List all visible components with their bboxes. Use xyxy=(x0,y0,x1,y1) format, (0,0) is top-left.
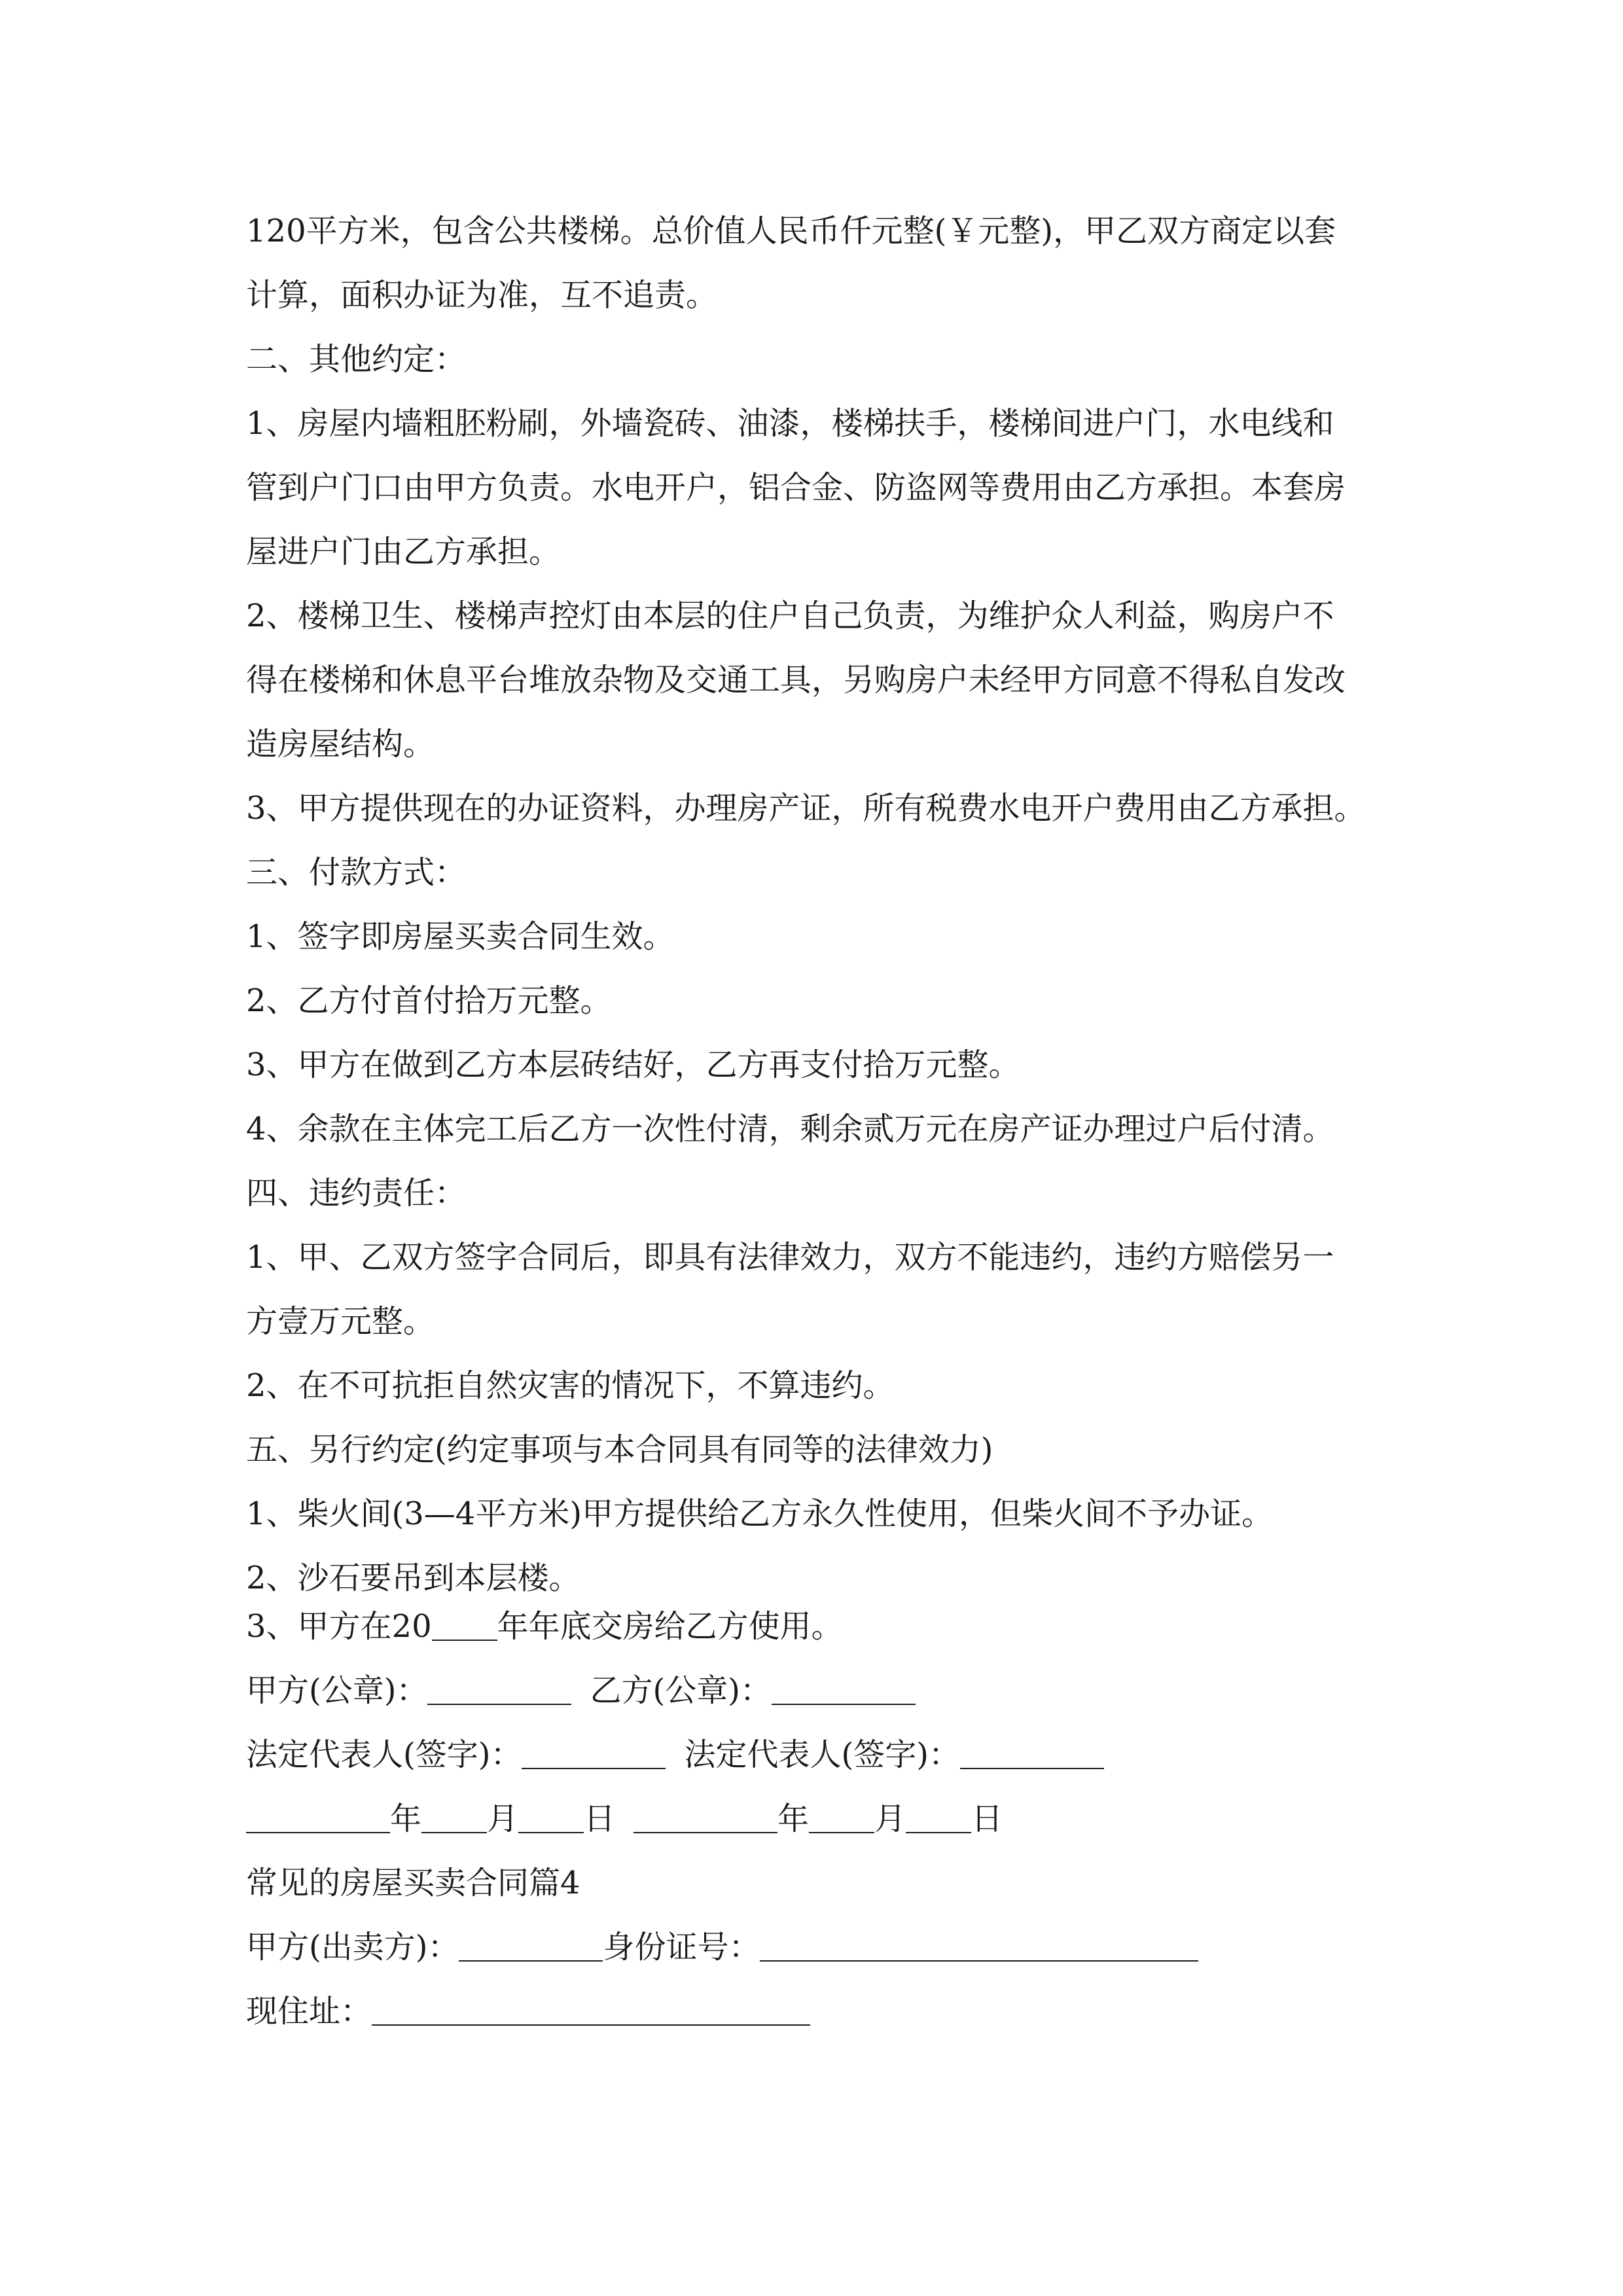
date-a-month-blank[interactable] xyxy=(421,1803,487,1833)
date-b-month-blank[interactable] xyxy=(809,1803,874,1833)
date-row xyxy=(246,1799,1003,1839)
body-line: 1、房屋内墙粗胚粉刷，外墙瓷砖、油漆，楼梯扶手，楼梯间进户门，水电线和 xyxy=(246,405,1334,442)
body-line: 二、其他约定： xyxy=(246,341,467,378)
representative-row xyxy=(246,1735,1104,1774)
date-a-year-label: 年 xyxy=(390,1801,422,1837)
date-b-day-blank[interactable] xyxy=(906,1803,971,1833)
body-line: 3、甲方在做到乙方本层砖结好，乙方再支付拾万元整。 xyxy=(246,1047,1020,1083)
body-line: 2、沙石要吊到本层楼。 xyxy=(246,1560,580,1596)
party-b-seal-blank[interactable] xyxy=(772,1675,916,1705)
rep-a-blank[interactable] xyxy=(522,1739,666,1769)
date-a-month-label: 月 xyxy=(487,1801,519,1837)
body-line: 三、付款方式： xyxy=(246,854,467,891)
handover-prefix: 3、甲方在20 xyxy=(246,1608,432,1645)
party-a-seal-label: 甲方(公章)： xyxy=(246,1672,428,1709)
body-line: 造房屋结构。 xyxy=(246,726,435,762)
date-b-year-label: 年 xyxy=(777,1801,810,1837)
body-line: 屋进户门由乙方承担。 xyxy=(246,533,561,570)
seller-name-blank[interactable] xyxy=(459,1931,603,1962)
body-line: 2、在不可抗拒自然灾害的情况下，不算违约。 xyxy=(246,1367,895,1404)
rep-b-label: 法定代表人(签字)： xyxy=(684,1736,960,1773)
date-b-month-label: 月 xyxy=(874,1801,906,1837)
year-blank[interactable] xyxy=(432,1611,497,1641)
body-line: 1、柴火间(3—4平方米)甲方提供给乙方永久性使用，但柴火间不予办证。 xyxy=(246,1496,1274,1532)
body-line: 120平方米，包含公共楼梯。总价值人民币仟元整(￥元整)，甲乙双方商定以套 xyxy=(246,213,1336,249)
body-line: 计算，面积办证为准，互不追责。 xyxy=(246,277,718,314)
date-a-day-blank[interactable] xyxy=(518,1803,584,1833)
body-line: 2、楼梯卫生、楼梯声控灯由本层的住户自己负责，为维护众人利益，购房户不 xyxy=(246,598,1334,634)
body-line: 3、甲方提供现在的办证资料，办理房产证，所有税费水电开户费用由乙方承担。 xyxy=(246,790,1366,827)
handover-clause xyxy=(246,1607,843,1646)
handover-suffix: 年年底交房给乙方使用。 xyxy=(497,1608,843,1645)
seller-label: 甲方(出卖方)： xyxy=(246,1929,459,1965)
date-a-year-blank[interactable] xyxy=(246,1803,390,1833)
date-a-day-label: 日 xyxy=(584,1801,616,1837)
body-line: 方壹万元整。 xyxy=(246,1303,435,1340)
body-line: 四、违约责任： xyxy=(246,1175,467,1211)
body-line: 2、乙方付首付拾万元整。 xyxy=(246,982,612,1019)
party-b-seal-label: 乙方(公章)： xyxy=(590,1672,772,1709)
body-line: 1、签字即房屋买卖合同生效。 xyxy=(246,918,675,955)
id-number-label: 身份证号： xyxy=(603,1929,760,1965)
address-label: 现住址： xyxy=(246,1993,372,2030)
rep-a-label: 法定代表人(签字)： xyxy=(246,1736,522,1773)
seller-row xyxy=(246,1928,1198,1967)
address-blank[interactable] xyxy=(372,1996,810,2026)
body-line: 五、另行约定(约定事项与本合同具有同等的法律效力) xyxy=(246,1431,993,1468)
party-a-seal-blank[interactable] xyxy=(427,1675,571,1705)
body-line: 1、甲、乙双方签字合同后，即具有法律效力，双方不能违约，违约方赔偿另一 xyxy=(246,1239,1334,1276)
address-row xyxy=(246,1992,810,2031)
body-line: 4、余款在主体完工后乙方一次性付清，剩余贰万元在房产证办理过户后付清。 xyxy=(246,1111,1334,1147)
body-line: 管到户门口由甲方负责。水电开户，铝合金、防盗网等费用由乙方承担。本套房 xyxy=(246,469,1346,506)
next-contract-title: 常见的房屋买卖合同篇4 xyxy=(246,1865,580,1901)
id-number-blank[interactable] xyxy=(760,1931,1198,1962)
seal-row xyxy=(246,1671,916,1710)
rep-b-blank[interactable] xyxy=(960,1739,1104,1769)
date-b-day-label: 日 xyxy=(971,1801,1003,1837)
body-line: 得在楼梯和休息平台堆放杂物及交通工具，另购房户未经甲方同意不得私自发改 xyxy=(246,662,1346,698)
date-b-year-blank[interactable] xyxy=(633,1803,777,1833)
